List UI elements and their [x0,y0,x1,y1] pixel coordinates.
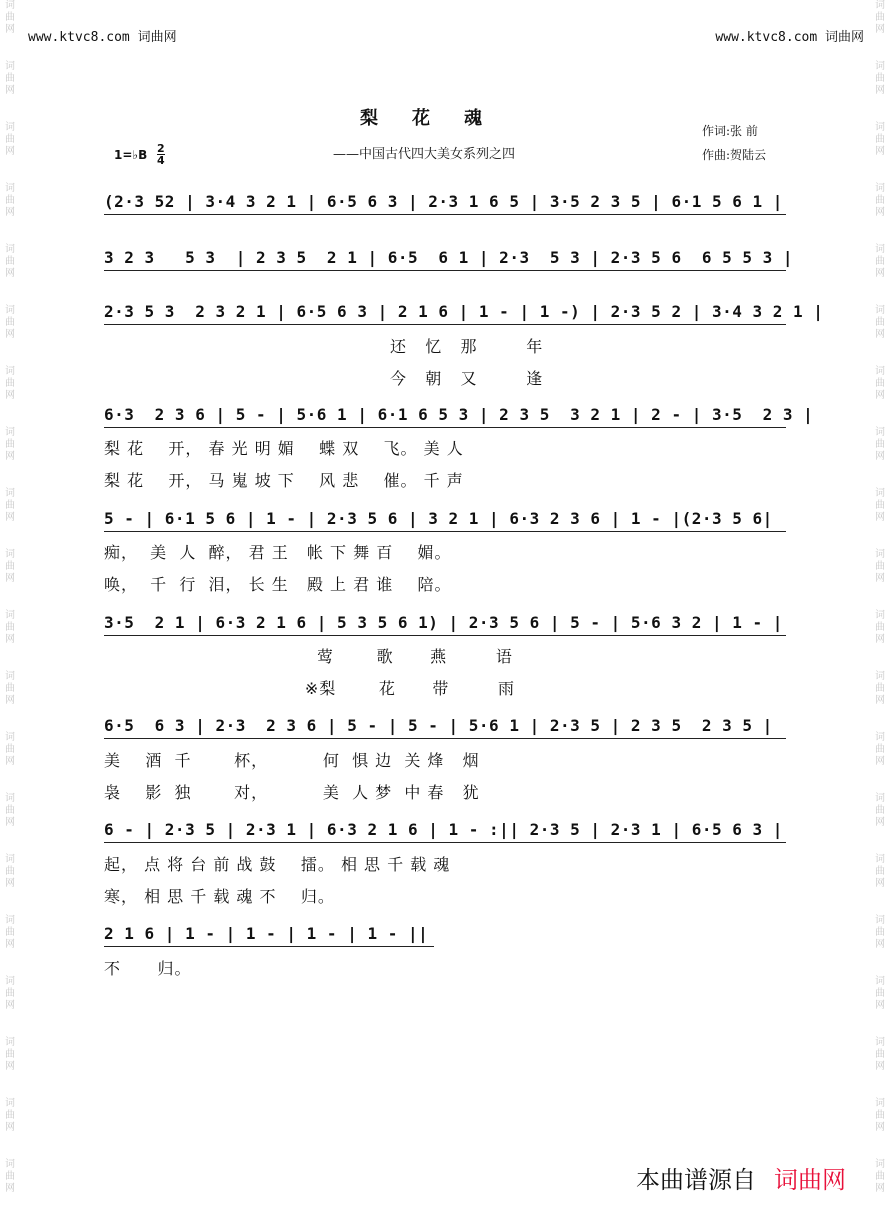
notation-row: 6·5 6 3 | 2·3 2 3 6 | 5 - | 5 - | 5·6 1 | 2·3 5 | 2 3 5 2 3 5 | [104,716,786,746]
watermark-side-mark: 词 曲 网 [5,244,15,279]
watermark-side-mark: 词 曲 网 [5,427,15,462]
composer-credit: 作曲:贺陆云 [702,148,767,162]
lyric-line: 梨 花 开， 马 嵬 坡 下 风 悲 催。 千 声 [104,471,464,490]
watermark-side-mark: 词 曲 网 [875,549,885,584]
notation-row: 6·3 2 3 6 | 5 - | 5·6 1 | 6·1 6 5 3 | 2 3 5 3 2 1 | 2 - | 3·5 2 3 | [104,405,786,435]
watermark-side-mark: 词 曲 网 [5,549,15,584]
key-signature: 1=♭B [114,148,148,162]
song-title: 梨花魂 [360,108,516,129]
watermark-side-mark: 词 曲 网 [875,854,885,889]
song-subtitle: ——中国古代四大美女系列之四 [333,147,516,162]
watermark-side-mark: 词 曲 网 [5,915,15,950]
watermark-side-mark: 词 曲 网 [875,122,885,157]
watermark-side-mark: 词 曲 网 [875,366,885,401]
notation-row: 3·5 2 1 | 6·3 2 1 6 | 5 3 5 6 1) | 2·3 5 6 | 5 - | 5·6 3 2 | 1 - | [104,613,786,643]
watermark-side-mark: 词 曲 网 [5,488,15,523]
watermark-side-mark: 词 曲 网 [875,488,885,523]
watermark-side-mark: 词 曲 网 [875,183,885,218]
footer-source-label: 本曲谱源自 [636,1166,756,1194]
lyric-line: 还 忆 那 年 [104,337,544,356]
footer-brand: 词曲网 [774,1166,846,1194]
watermark-left-column [2,0,18,1218]
watermark-side-mark: 词 曲 网 [875,305,885,340]
watermark-side-mark: 词 曲 网 [5,1159,15,1194]
watermark-side-mark: 词 曲 网 [875,244,885,279]
notation-row: 2 1 6 | 1 - | 1 - | 1 - | 1 - || [104,924,434,954]
lyric-line: 美 酒 千 杯， 何 惧 边 关 烽 烟 [104,751,480,770]
lyric-line: 不 归。 [104,959,192,978]
notation-row: 2·3 5 3 2 3 2 1 | 6·5 6 3 | 2 1 6 | 1 - | 1 -) | 2·3 5 2 | 3·4 3 2 1 | [104,302,786,332]
watermark-side-mark: 词 曲 网 [5,976,15,1011]
lyric-line: 起， 点 将 台 前 战 鼓 擂。 相 思 千 载 魂 [104,855,451,874]
watermark-side-mark: 词 曲 网 [875,1098,885,1133]
meter-numerator: 2 [157,142,165,155]
watermark-side-mark: 词 曲 网 [5,1098,15,1133]
watermark-side-mark: 词 曲 网 [875,1037,885,1072]
lyric-line: 寒， 相 思 千 载 魂 不 归。 [104,887,335,906]
watermark-side-mark: 词 曲 网 [5,793,15,828]
watermark-side-mark: 词 曲 网 [875,976,885,1011]
watermark-side-mark: 词 曲 网 [5,122,15,157]
watermark-side-mark: 词 曲 网 [875,1159,885,1194]
watermark-side-mark: 词 曲 网 [5,1037,15,1072]
lyric-line: 梨 花 开， 春 光 明 媚 蝶 双 飞。 美 人 [104,439,464,458]
watermark-side-mark: 词 曲 网 [5,183,15,218]
watermark-side-mark: 词 曲 网 [5,854,15,889]
lyric-line: 唤， 千 行 泪， 长 生 殿 上 君 谁 陪。 [104,575,452,594]
source-footer [636,1160,846,1195]
lyric-line: 莺 歌 燕 语 [104,647,513,666]
time-signature [157,143,165,166]
notation-row: (2·3 52 | 3·4 3 2 1 | 6·5 6 3 | 2·3 1 6 5 | 3·5 2 3 5 | 6·1 5 6 1 | [104,192,786,222]
watermark-right-column [872,0,888,1218]
watermark-side-mark: 词 曲 网 [875,915,885,950]
notation-row: 3 2 3 5 3 | 2 3 5 2 1 | 6·5 6 1 | 2·3 5 3 | 2·3 5 6 6 5 5 3 | [104,248,786,278]
meter-denominator: 4 [157,154,165,167]
watermark-side-mark: 词 曲 网 [5,61,15,96]
watermark-side-mark: 词 曲 网 [5,366,15,401]
watermark-side-mark: 词 曲 网 [875,427,885,462]
watermark-side-mark: 词 曲 网 [5,0,15,35]
watermark-side-mark: 词 曲 网 [5,671,15,706]
lyricist-credit: 作词:张 前 [702,124,758,138]
watermark-side-mark: 词 曲 网 [875,793,885,828]
watermark-url-left: www.ktvc8.com 词曲网 [28,30,177,45]
notation-row: 6 - | 2·3 5 | 2·3 1 | 6·3 2 1 6 | 1 - :|| 2·3 5 | 2·3 1 | 6·5 6 3 | [104,820,786,850]
lyric-line: 今 朝 又 逢 [104,369,544,388]
lyric-line: 痴， 美 人 醉， 君 王 帐 下 舞 百 媚。 [104,543,452,562]
watermark-side-mark: 词 曲 网 [875,0,885,35]
watermark-side-mark: 词 曲 网 [875,671,885,706]
watermark-side-mark: 词 曲 网 [875,732,885,767]
watermark-side-mark: 词 曲 网 [5,305,15,340]
watermark-side-mark: 词 曲 网 [875,61,885,96]
watermark-side-mark: 词 曲 网 [875,610,885,645]
lyric-line: ※梨 花 带 雨 [104,679,516,698]
watermark-url-right: www.ktvc8.com 词曲网 [715,30,864,45]
notation-row: 5 - | 6·1 5 6 | 1 - | 2·3 5 6 | 3 2 1 | 6·3 2 3 6 | 1 - |(2·3 5 6| [104,509,786,539]
watermark-side-mark: 词 曲 网 [5,732,15,767]
lyric-line: 袅 影 独 对， 美 人 梦 中 春 犹 [104,783,480,802]
watermark-side-mark: 词 曲 网 [5,610,15,645]
